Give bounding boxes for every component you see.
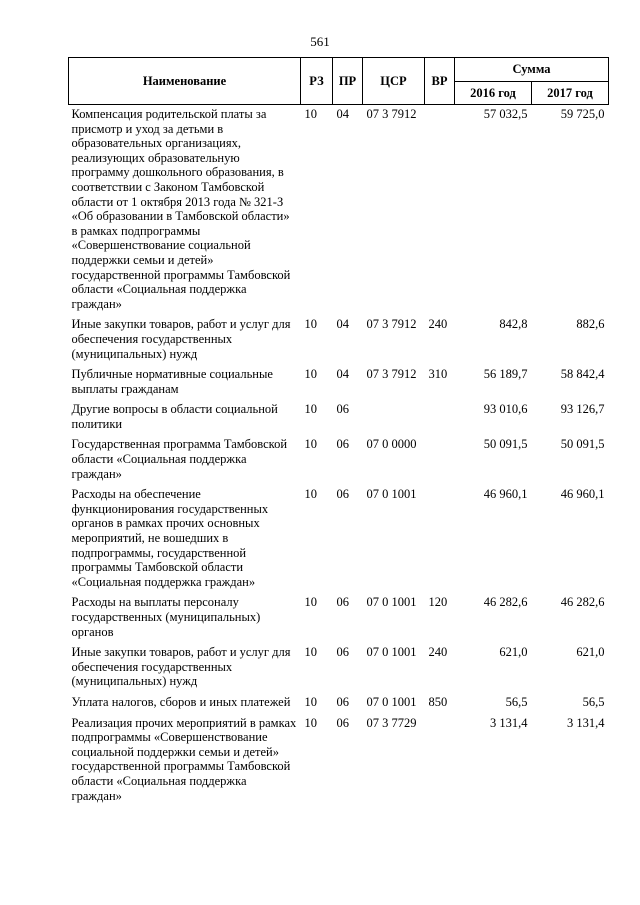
row-vr: 310 (428, 367, 448, 382)
header-name: Наименование (69, 58, 301, 105)
row-csr: 07 3 7912 (366, 107, 417, 121)
row-sum-2016: 56 189,7 (483, 367, 528, 382)
row-vr: 240 (428, 317, 448, 332)
row-name: Расходы на обеспечение функционирования государственных органов в рамках прочих основных мероприятий, не вошедших в подпрограммы, государственной программы Тамбовской области «Социальная поддержка граждан» (71, 487, 269, 589)
row-vr: 120 (428, 595, 448, 610)
row-sum-2016: 46 960,1 (483, 487, 528, 502)
header-2017: 2017 год (532, 82, 609, 105)
row-sum-2016: 842,8 (499, 317, 528, 332)
row-rz: 10 (304, 645, 317, 660)
row-vr (425, 105, 455, 316)
row-sum-2017: 59 725,0 (560, 107, 605, 121)
row-csr: 07 3 7912 (366, 317, 417, 332)
row-pr: 04 (336, 367, 349, 382)
row-csr: 07 0 1001 (366, 487, 417, 502)
header-2016: 2016 год (455, 82, 532, 105)
row-pr: 06 (336, 595, 349, 610)
row-sum-2016: 621,0 (499, 645, 528, 660)
row-sum-2017: 46 282,6 (560, 595, 605, 610)
table-body (69, 105, 609, 808)
row-csr: 07 0 1001 (366, 645, 417, 660)
row-sum-2017: 46 960,1 (560, 487, 605, 502)
table-row (69, 315, 609, 365)
row-rz: 10 (304, 694, 317, 709)
header-pr: ПР (333, 58, 363, 105)
row-name: Компенсация родительской платы за присмотр и уход за детьми в образовательных организациях, реализующих образовательную программу дошкольного образования, в соответствии с Законом Тамбовской области от 1 октября 2013 года № 321-З «Об образовании в Тамбовской области» в рамках подпрограммы «Совершенствование социальной поддержки семьи и детей» государственной программы Тамбовской области «Социальная поддержка граждан» (71, 107, 291, 311)
row-rz: 10 (304, 595, 317, 610)
header-rz: РЗ (301, 58, 333, 105)
table-row (69, 714, 609, 808)
table-row (69, 400, 609, 435)
row-pr: 04 (336, 317, 349, 332)
budget-table (68, 57, 609, 807)
row-pr: 04 (336, 107, 349, 121)
row-sum-2016: 57 032,5 (483, 107, 528, 121)
header-sum: Сумма (455, 58, 609, 82)
row-rz: 10 (304, 437, 317, 452)
row-name: Реализация прочих мероприятий в рамках подпрограммы «Совершенствование социальной поддержки семьи и детей» государственной программы Тамбовской области «Социальная поддержка граждан» (71, 715, 297, 803)
row-name: Уплата налогов, сборов и иных платежей (71, 694, 291, 709)
header-vr: ВР (425, 58, 455, 105)
row-rz: 10 (304, 487, 317, 502)
table-row (69, 643, 609, 693)
row-csr: 07 3 7912 (366, 367, 417, 382)
row-sum-2016: 93 010,6 (483, 402, 528, 417)
row-name: Другие вопросы в области социальной политики (71, 402, 278, 431)
row-pr: 06 (336, 694, 349, 709)
row-rz: 10 (304, 715, 317, 730)
row-vr (425, 435, 455, 485)
row-pr: 06 (336, 645, 349, 660)
row-csr: 07 0 1001 (366, 595, 417, 610)
table-row (69, 485, 609, 593)
row-vr: 850 (428, 694, 448, 709)
row-csr: 07 0 0000 (366, 437, 417, 452)
row-sum-2016: 50 091,5 (483, 437, 528, 452)
table-row (69, 365, 609, 400)
row-name: Расходы на выплаты персоналу государственных (муниципальных) органов (71, 595, 261, 639)
table-header (69, 58, 609, 105)
page-number: 561 (310, 34, 330, 49)
row-name: Государственная программа Тамбовской области «Социальная поддержка граждан» (71, 437, 288, 481)
row-sum-2017: 621,0 (576, 645, 605, 660)
row-sum-2016: 46 282,6 (483, 595, 528, 610)
row-csr: 07 3 7729 (366, 715, 417, 730)
table-row (69, 593, 609, 643)
row-sum-2016: 56,5 (505, 694, 528, 709)
row-sum-2017: 93 126,7 (560, 402, 605, 417)
row-sum-2017: 58 842,4 (560, 367, 605, 382)
row-vr (425, 714, 455, 808)
row-csr: 07 0 1001 (366, 694, 417, 709)
row-pr: 06 (336, 437, 349, 452)
row-vr: 240 (428, 645, 448, 660)
row-vr (425, 485, 455, 593)
row-name: Публичные нормативные социальные выплаты гражданам (71, 367, 273, 396)
row-rz: 10 (304, 367, 317, 382)
row-pr: 06 (336, 715, 349, 730)
row-name: Иные закупки товаров, работ и услуг для обеспечения государственных (муниципальных) нужд (71, 317, 291, 361)
row-sum-2017: 56,5 (582, 694, 605, 709)
row-name: Иные закупки товаров, работ и услуг для обеспечения государственных (муниципальных) нужд (71, 645, 291, 689)
row-pr: 06 (336, 402, 349, 417)
row-vr (425, 400, 455, 435)
header-csr: ЦСР (363, 58, 425, 105)
row-sum-2016: 3 131,4 (490, 715, 528, 730)
row-sum-2017: 882,6 (576, 317, 605, 332)
row-rz: 10 (304, 317, 317, 332)
row-sum-2017: 50 091,5 (560, 437, 605, 452)
row-rz: 10 (304, 402, 317, 417)
row-csr (363, 400, 425, 435)
table-row (69, 105, 609, 316)
table-row (69, 435, 609, 485)
row-rz: 10 (304, 107, 317, 121)
row-pr: 06 (336, 487, 349, 502)
row-sum-2017: 3 131,4 (567, 715, 605, 730)
table-row (69, 693, 609, 714)
